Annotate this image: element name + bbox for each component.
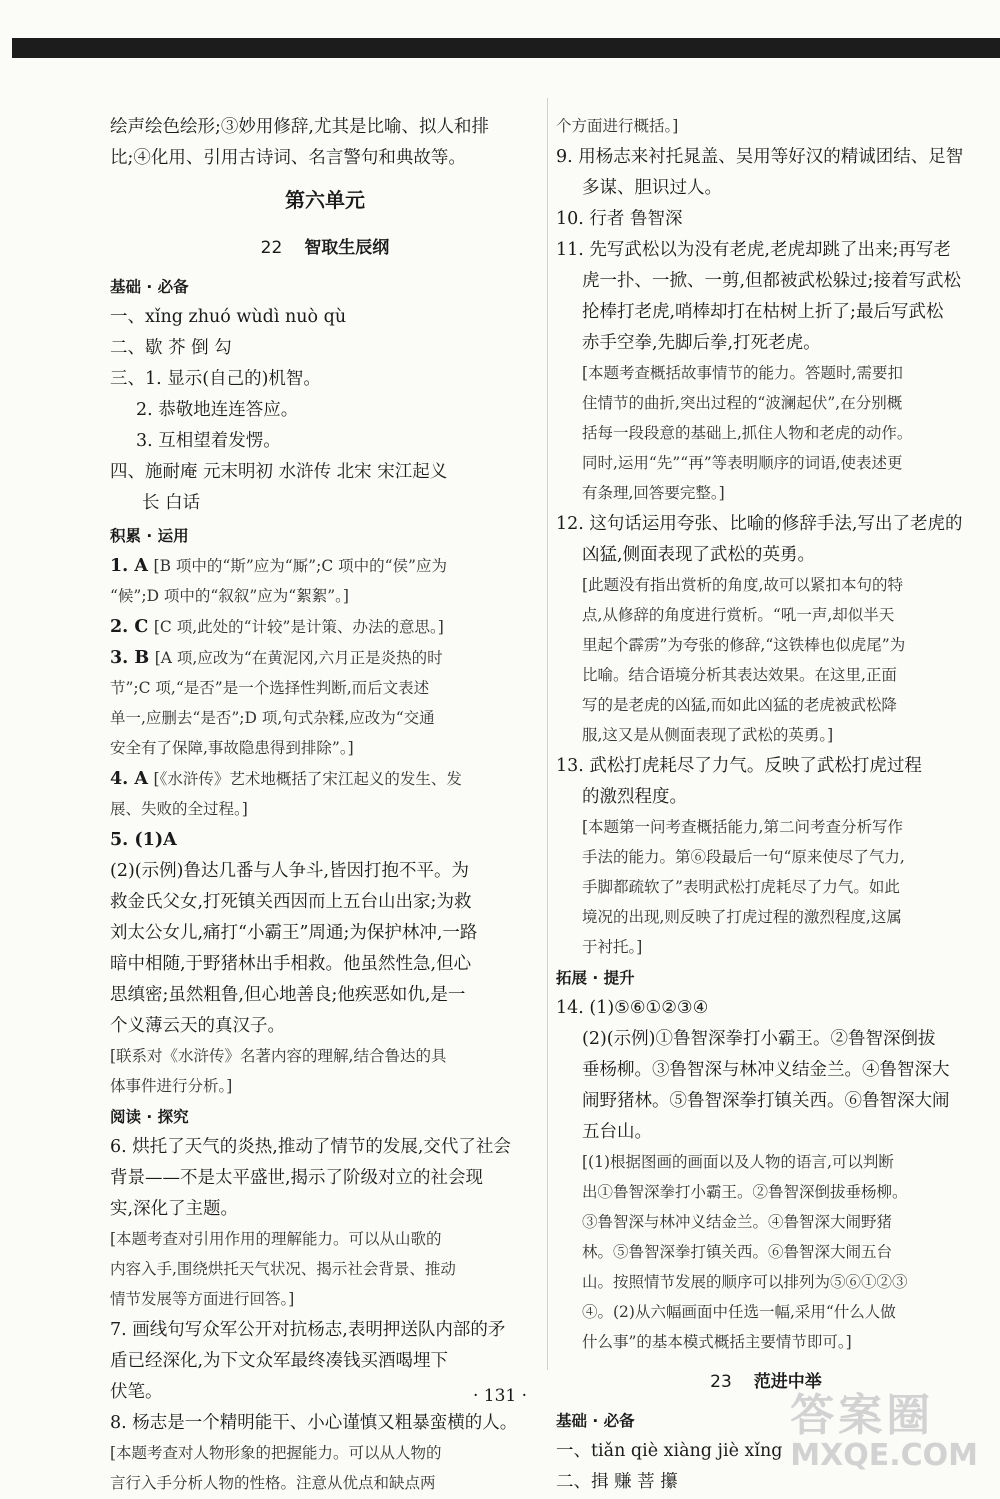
explanation: [本题考查对人物形象的把握能力。可以从人物的 — [110, 1444, 442, 1462]
explanation: 展、失败的全过程。] — [110, 800, 248, 818]
explanation: 体事件进行分析。] — [110, 1077, 233, 1095]
explanation: 出①鲁智深拳打小霸王。②鲁智深倒拔垂杨柳。 — [582, 1183, 908, 1201]
answer-line: 11. 先写武松以为没有老虎,老虎却跳了出来;再写老 — [556, 240, 951, 260]
answer-line: 2. 恭敬地连连答应。 — [136, 400, 299, 420]
lesson-number: 22 — [260, 238, 283, 258]
answer-line: (2)(示例)鲁达几番与人争斗,皆因打抱不平。为 — [110, 861, 470, 881]
explanation: 写的是老虎的凶猛,而如此凶猛的老虎被武松降 — [582, 696, 897, 714]
explanation: 情节发展等方面进行回答。] — [110, 1290, 295, 1308]
answer-line: 12. 这句话运用夸张、比喻的修辞手法,写出了老虎的 — [556, 514, 963, 534]
answer-key: 4. A — [110, 769, 148, 789]
lesson-title: 范进中举 — [753, 1372, 822, 1392]
answer-line: 虎一扑、一掀、一剪,但都被武松躲过;接着写武松 — [582, 271, 961, 291]
explanation: “候”;D 项中的“叙叙”应为“絮絮”。] — [110, 587, 349, 605]
column-divider — [547, 98, 548, 1370]
question-answer — [110, 643, 540, 674]
answer-line: 3. 互相望着发愣。 — [136, 431, 281, 451]
explanation: 个方面进行概括。] — [556, 117, 679, 135]
unit-title: 第六单元 — [285, 188, 365, 212]
answer-key: 3. B — [110, 648, 150, 668]
explanation: 里起个霹雳”为夸张的修辞,“这铁棒也似虎尾”为 — [582, 636, 906, 654]
watermark — [790, 1392, 978, 1472]
answer-line: 伏笔。 — [110, 1382, 163, 1402]
explanation: [此题没有指出赏析的角度,故可以紧扣本句的特 — [582, 576, 903, 594]
answer-key: 5. (1)A — [110, 830, 177, 850]
watermark-url: MXQE.COM — [790, 1438, 978, 1473]
answer-line: 闹野猪林。⑤鲁智深拳打镇关西。⑥鲁智深大闹 — [582, 1091, 950, 1111]
lesson-number: 23 — [710, 1372, 732, 1392]
answer-line: 6. 烘托了天气的炎热,推动了情节的发展,交代了社会 — [110, 1137, 511, 1157]
answer-line: 背景——不是太平盛世,揭示了阶级对立的社会现 — [110, 1168, 484, 1188]
explanation: [本题第一问考查概括能力,第二问考查分析写作 — [582, 818, 903, 836]
explanation: [C 项,此处的“计较”是计策、办法的意思。] — [153, 618, 444, 636]
explanation: 手法的能力。第⑥段最后一句“原来使尽了气力, — [582, 848, 905, 866]
explanation: 住情节的曲折,突出过程的“波澜起伏”,在分别概 — [582, 394, 903, 412]
explanation: 内容入手,围绕烘托天气状况、揭示社会背景、推动 — [110, 1260, 456, 1278]
explanation: 同时,运用“先”“再”等表明顺序的词语,使表述更 — [582, 454, 903, 472]
answer-line: 一、xǐng zhuó wùdì nuò qù — [110, 307, 347, 327]
answer-line: 7. 画线句写众军公开对抗杨志,表明押送队内部的矛 — [110, 1320, 506, 1340]
explanation: 山。按照情节发展的顺序可以排列为⑤⑥①②③ — [582, 1273, 908, 1291]
explanation: 节”;C 项,“是否”是一个选择性判断,而后文表述 — [110, 679, 430, 697]
explanation: [本题考查对引用作用的理解能力。可以从山歌的 — [110, 1230, 442, 1248]
answer-line: 抡棒打老虎,哨棒却打在枯树上折了;最后写武松 — [582, 302, 944, 322]
answer-line: 13. 武松打虎耗尽了力气。反映了武松打虎过程 — [556, 756, 922, 776]
left-column — [110, 112, 540, 1499]
top-border-bar — [12, 38, 1000, 58]
section-heading: 基础 · 必备 — [110, 278, 189, 296]
explanation: [联系对《水浒传》名著内容的理解,结合鲁达的具 — [110, 1047, 447, 1065]
answer-line: 个义薄云天的真汉子。 — [110, 1016, 285, 1036]
answer-line: 一、tiǎn qiè xiàng jiè xǐng — [556, 1441, 783, 1461]
explanation: [B 项中的“斯”应为“厮”;C 项中的“侯”应为 — [153, 557, 447, 575]
explanation: 括每一段段意的基础上,抓住人物和老虎的动作。 — [582, 424, 913, 442]
answer-line: 盾已经深化,为下文众军最终凑钱买酒喝埋下 — [110, 1351, 449, 1371]
explanation: ③鲁智深与林冲义结金兰。④鲁智深大闹野猪 — [582, 1213, 893, 1231]
explanation: 有条理,回答要完整。] — [582, 484, 725, 502]
question-answer — [110, 764, 540, 795]
explanation: ④。(2)从六幅画面中任选一幅,采用“什么人做 — [582, 1303, 896, 1321]
explanation: 林。⑤鲁智深拳打镇关西。⑥鲁智深大闹五台 — [582, 1243, 893, 1261]
answer-line: 赤手空拳,先脚后拳,打死老虎。 — [582, 333, 821, 353]
question-answer — [110, 551, 540, 582]
explanation: 服,这又是从侧面表现了武松的英勇。] — [582, 726, 834, 744]
right-column — [556, 112, 976, 1498]
answer-key: 2. C — [110, 617, 149, 637]
intro-line: 绘声绘色绘形;③妙用修辞,尤其是比喻、拟人和排 — [110, 117, 489, 137]
answer-line: (2)(示例)①鲁智深拳打小霸王。②鲁智深倒拔 — [582, 1029, 936, 1049]
explanation: 手脚都疏软了”表明武松打虎耗尽了力气。如此 — [582, 878, 900, 896]
explanation: [《水浒传》艺术地概括了宋江起义的发生、发 — [153, 770, 462, 788]
explanation: 比喻。结合语境分析其表达效果。在这里,正面 — [582, 666, 897, 684]
answer-line: 的激烈程度。 — [582, 787, 687, 807]
answer-line: 垂杨柳。③鲁智深与林冲义结金兰。④鲁智深大 — [582, 1060, 950, 1080]
answer-line: 14. (1)⑤⑥①②③④ — [556, 998, 709, 1018]
explanation: [(1)根据图画的画面以及人物的语言,可以判断 — [582, 1153, 894, 1171]
explanation: 什么事”的基本模式概括主要情节即可。] — [582, 1333, 852, 1351]
answer-line: 思缜密;虽然粗鲁,但心地善良;他疾恶如仇,是一 — [110, 985, 466, 1005]
lesson-title: 智取生辰纲 — [304, 238, 390, 258]
explanation: 点,从修辞的角度进行赏析。“吼一声,却似半天 — [582, 606, 895, 624]
answer-line: 三、1. 显示(自己的)机智。 — [110, 369, 321, 389]
section-heading: 拓展 · 提升 — [556, 969, 635, 987]
explanation: 境况的出现,则反映了打虎过程的激烈程度,这属 — [582, 908, 902, 926]
section-heading: 积累 · 运用 — [110, 527, 189, 545]
section-heading: 基础 · 必备 — [556, 1412, 635, 1430]
answer-line: 长 白话 — [142, 493, 201, 513]
answer-line: 救金氏父女,打死镇关西因而上五台山出家;为救 — [110, 892, 472, 912]
explanation: [A 项,应改为“在黄泥冈,六月正是炎热的时 — [154, 649, 443, 667]
lesson-heading — [110, 228, 540, 268]
answer-key: 1. A — [110, 556, 148, 576]
answer-line: 多谋、胆识过人。 — [582, 178, 722, 198]
answer-line: 二、揖 赚 菩 攥 — [556, 1472, 678, 1492]
answer-line: 实,深化了主题。 — [110, 1199, 239, 1219]
answer-line: 五台山。 — [582, 1122, 652, 1142]
explanation: 于衬托。] — [582, 938, 643, 956]
watermark-logo-text: 答案圈 — [790, 1390, 935, 1441]
intro-line: 比;④化用、引用古诗词、名言警句和典故等。 — [110, 148, 466, 168]
section-heading: 阅读 · 探究 — [110, 1108, 189, 1126]
answer-line: 刘太公女儿,痛打“小霸王”周通;为保护林冲,一路 — [110, 923, 478, 943]
explanation: 言行入手分析人物的性格。注意从优点和缺点两 — [110, 1474, 436, 1492]
explanation: 单一,应删去“是否”;D 项,句式杂糅,应改为“交通 — [110, 709, 435, 727]
page-number: · 131 · — [472, 1386, 528, 1406]
answer-line: 10. 行者 鲁智深 — [556, 209, 683, 229]
answer-line: 凶猛,侧面表现了武松的英勇。 — [582, 545, 816, 565]
question-answer — [110, 612, 540, 643]
answer-line: 四、施耐庵 元末明初 水浒传 北宋 宋江起义 — [110, 462, 448, 482]
answer-line: 暗中相随,于野猪林出手相救。他虽然性急,但心 — [110, 954, 472, 974]
answer-line: 二、歇 芥 倒 勾 — [110, 338, 232, 358]
answer-line: 9. 用杨志来衬托晁盖、吴用等好汉的精诚团结、足智 — [556, 147, 964, 167]
explanation: [本题考查概括故事情节的能力。答题时,需要扣 — [582, 364, 903, 382]
answer-line: 8. 杨志是一个精明能干、小心谨慎又粗暴蛮横的人。 — [110, 1413, 518, 1433]
explanation: 安全有了保障,事故隐患得到排除”。] — [110, 739, 354, 757]
